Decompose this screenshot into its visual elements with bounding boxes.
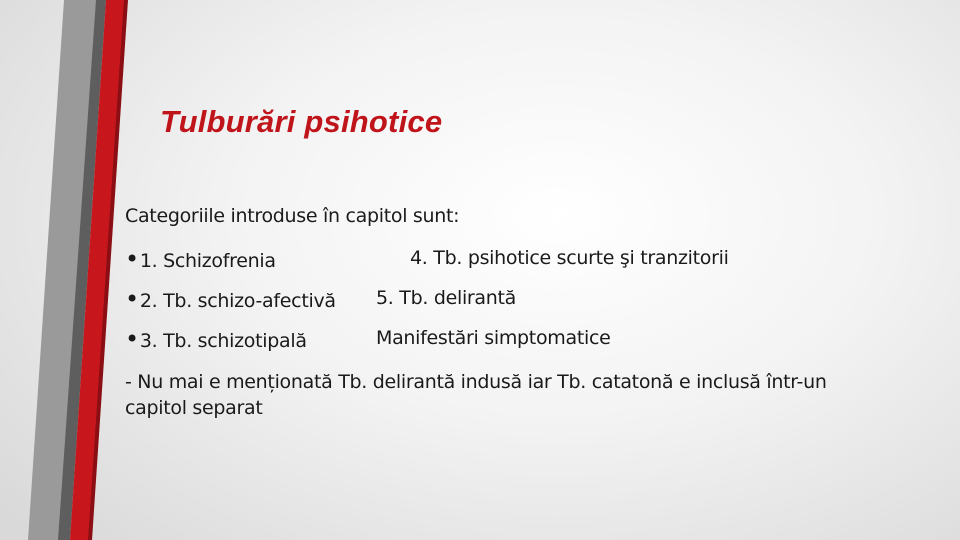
list-item: [125, 325, 307, 353]
list-item-label: 1. Schizofrenia: [139, 250, 276, 272]
list-item-label: 3. Tb. schizotipală: [139, 330, 307, 352]
slide-title: Tulburări psihotice: [160, 104, 443, 139]
note-text: [125, 369, 885, 421]
note-line: - Nu mai e menționată Tb. delirantă indusă iar Tb. catatonă e inclusă într-un: [125, 371, 827, 393]
bullet-icon: •: [125, 325, 139, 353]
list-item-right: 4. Tb. psihotice scurte şi tranzitorii: [410, 247, 729, 269]
note-line: capitol separat: [125, 397, 263, 419]
intro-text: Categoriile introduse în capitol sunt:: [125, 205, 460, 227]
list-item: [125, 285, 336, 313]
bullet-icon: •: [125, 245, 139, 273]
list-item-label: 2. Tb. schizo-afectivă: [139, 290, 336, 312]
list-item-right: Manifestări simptomatice: [376, 327, 611, 349]
bullet-icon: •: [125, 285, 139, 313]
list-item-right: 5. Tb. delirantă: [376, 287, 517, 309]
list-item: [125, 245, 276, 273]
